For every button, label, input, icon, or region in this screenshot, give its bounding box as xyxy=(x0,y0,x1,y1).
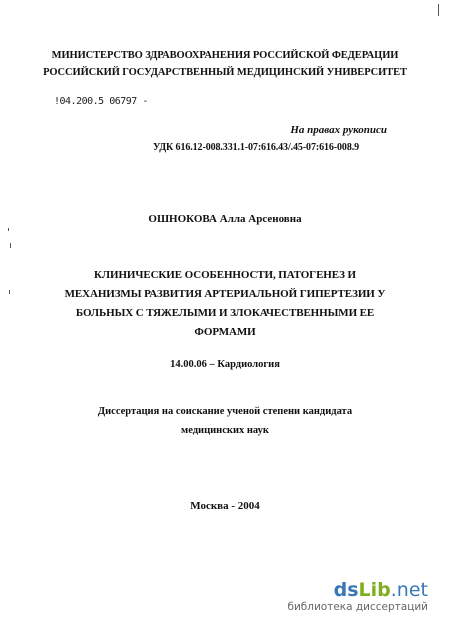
degree-line-2: медицинских наук xyxy=(181,425,269,436)
specialty-code: 14.00.06 – Кардиология xyxy=(170,359,280,370)
library-stamp-number: !04.200.5 06797 - xyxy=(54,96,148,107)
ministry-line-2: РОССИЙСКИЙ ГОСУДАРСТВЕННЫЙ МЕДИЦИНСКИЙ УНИВЕРСИТЕТ xyxy=(43,67,407,78)
ministry-line-1: МИНИСТЕРСТВО ЗДРАВООХРАНЕНИЯ РОССИЙСКОЙ ФЕДЕРАЦИИ xyxy=(51,50,399,61)
title-line-2: МЕХАНИЗМЫ РАЗВИТИЯ АРТЕРИАЛЬНОЙ ГИПЕРТЕЗИИ У xyxy=(64,288,386,300)
dissertation-title xyxy=(0,266,450,342)
degree-line-1: Диссертация на соискание ученой степени кандидата xyxy=(97,406,353,417)
title-line-1: КЛИНИЧЕСКИЕ ОСОБЕННОСТИ, ПАТОГЕНЕЗ И xyxy=(94,269,356,281)
udk-code: УДК 616.12-008.331.1-07:616.43/.45-07:616-008.9 xyxy=(153,142,360,153)
scan-mark-left-1 xyxy=(8,228,9,231)
dslib-logo: dsLib.net xyxy=(333,579,428,601)
scan-mark-top-right xyxy=(438,4,439,16)
place-and-year: Москва - 2004 xyxy=(190,500,260,512)
degree-statement xyxy=(0,402,450,440)
title-line-3: БОЛЬНЫХ С ТЯЖЕЛЫМИ И ЗЛОКАЧЕСТВЕННЫМИ ЕЕ xyxy=(75,307,375,319)
scan-mark-left-3 xyxy=(9,290,10,294)
ministry-header xyxy=(0,47,450,81)
rights-note: На правах рукописи xyxy=(290,124,387,136)
scan-mark-left-2 xyxy=(10,243,11,248)
dslib-watermark xyxy=(287,579,428,614)
author-name: ОШНОКОВА Алла Арсеновна xyxy=(148,213,302,225)
title-line-4: ФОРМАМИ xyxy=(194,326,256,338)
dslib-subtitle: библиотека диссертаций xyxy=(287,601,428,613)
